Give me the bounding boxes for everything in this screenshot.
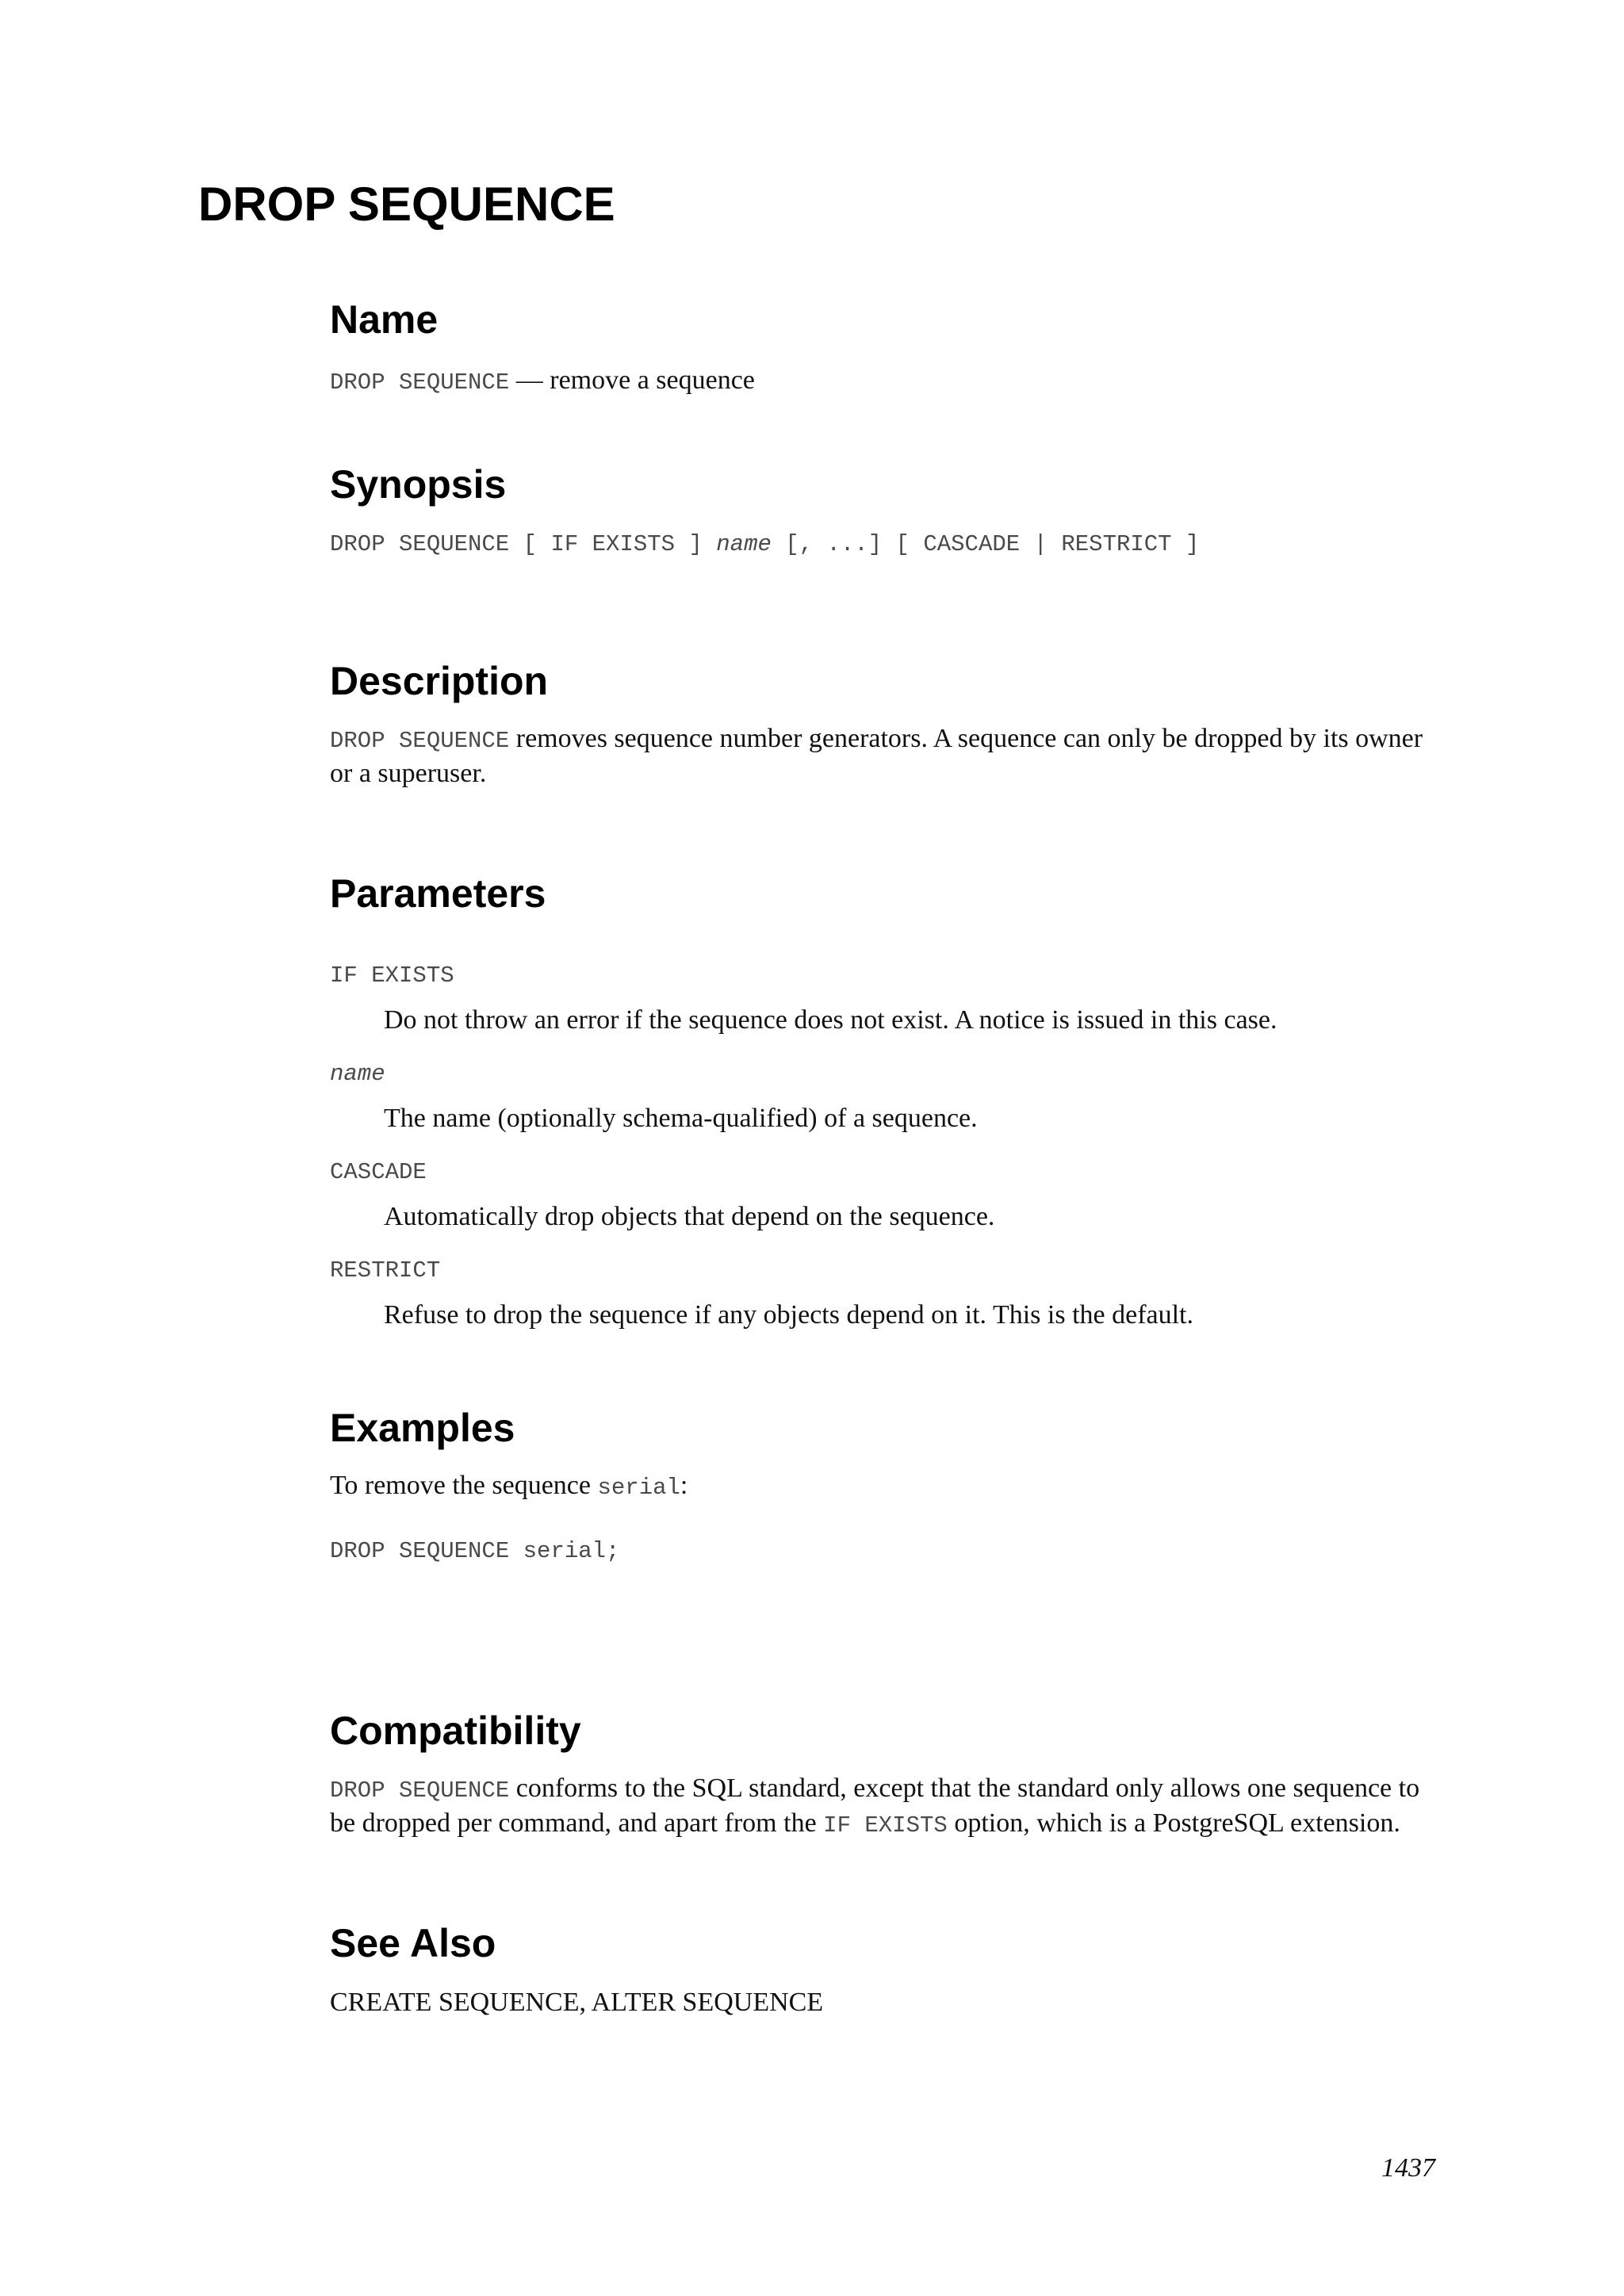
param-desc-restrict: Refuse to drop the sequence if any objects depend on it. This is the default. [384,1300,1193,1330]
param-term-cascade: CASCADE [330,1159,427,1185]
description-line-1 [330,721,1423,759]
see-also-heading: See Also [330,1921,496,1965]
name-command: DROP SEQUENCE [330,369,510,396]
synopsis-param: name [716,531,772,557]
param-desc-name: The name (optionally schema-qualified) of a sequence. [384,1104,978,1133]
page-title: DROP SEQUENCE [198,178,615,231]
name-summary: — remove a sequence [509,365,755,395]
synopsis-code [330,531,1199,557]
name-line [330,363,755,400]
parameters-section [330,871,1440,1330]
name-heading: Name [330,297,439,342]
examples-section [330,1406,1440,1564]
compatibility-line2-start: be dropped per command, and apart from the [330,1808,824,1838]
compatibility-line1-rest: conforms to the SQL standard, except that the standard only allows one sequence to [509,1774,1420,1803]
compatibility-line-2 [330,1806,1400,1843]
see-also-links: CREATE SEQUENCE, ALTER SEQUENCE [330,1988,824,2017]
parameters-heading: Parameters [330,871,546,916]
examples-intro-text: To remove the sequence [330,1471,598,1500]
name-section [330,297,1440,396]
param-term-if-exists: IF EXISTS [330,962,454,989]
param-desc-if-exists: Do not throw an error if the sequence does not exist. A notice is issued in this case. [384,1005,1277,1035]
examples-code: DROP SEQUENCE serial; [330,1538,620,1564]
param-term-restrict: RESTRICT [330,1257,441,1284]
synopsis-part1: DROP SEQUENCE [ IF EXISTS ] [330,531,717,557]
examples-heading: Examples [330,1406,515,1450]
compatibility-section [330,1709,1440,1839]
param-desc-cascade: Automatically drop objects that depend on the sequence. [384,1202,995,1231]
examples-intro-end: : [680,1471,688,1500]
param-term-name: name [330,1061,385,1087]
description-heading: Description [330,659,549,703]
synopsis-part2: [, ...] [ CASCADE | RESTRICT ] [771,531,1200,557]
description-line-2: or a superuser. [330,759,487,788]
compatibility-heading: Compatibility [330,1709,581,1753]
compatibility-line2-end: option, which is a PostgreSQL extension. [947,1808,1400,1838]
examples-intro [330,1468,688,1506]
description-command: DROP SEQUENCE [330,728,510,754]
compatibility-command: DROP SEQUENCE [330,1777,510,1804]
compatibility-line-1 [330,1771,1419,1808]
page-number: 1437 [1381,2153,1435,2183]
examples-intro-code: serial [597,1475,680,1501]
description-section [330,659,1440,788]
synopsis-heading: Synopsis [330,462,507,507]
compatibility-line2-code: IF EXISTS [823,1812,948,1839]
see-also-section [330,1921,1440,2017]
description-line1-rest: removes sequence number generators. A sequence can only be dropped by its owner [509,724,1423,753]
synopsis-section [330,462,1440,557]
